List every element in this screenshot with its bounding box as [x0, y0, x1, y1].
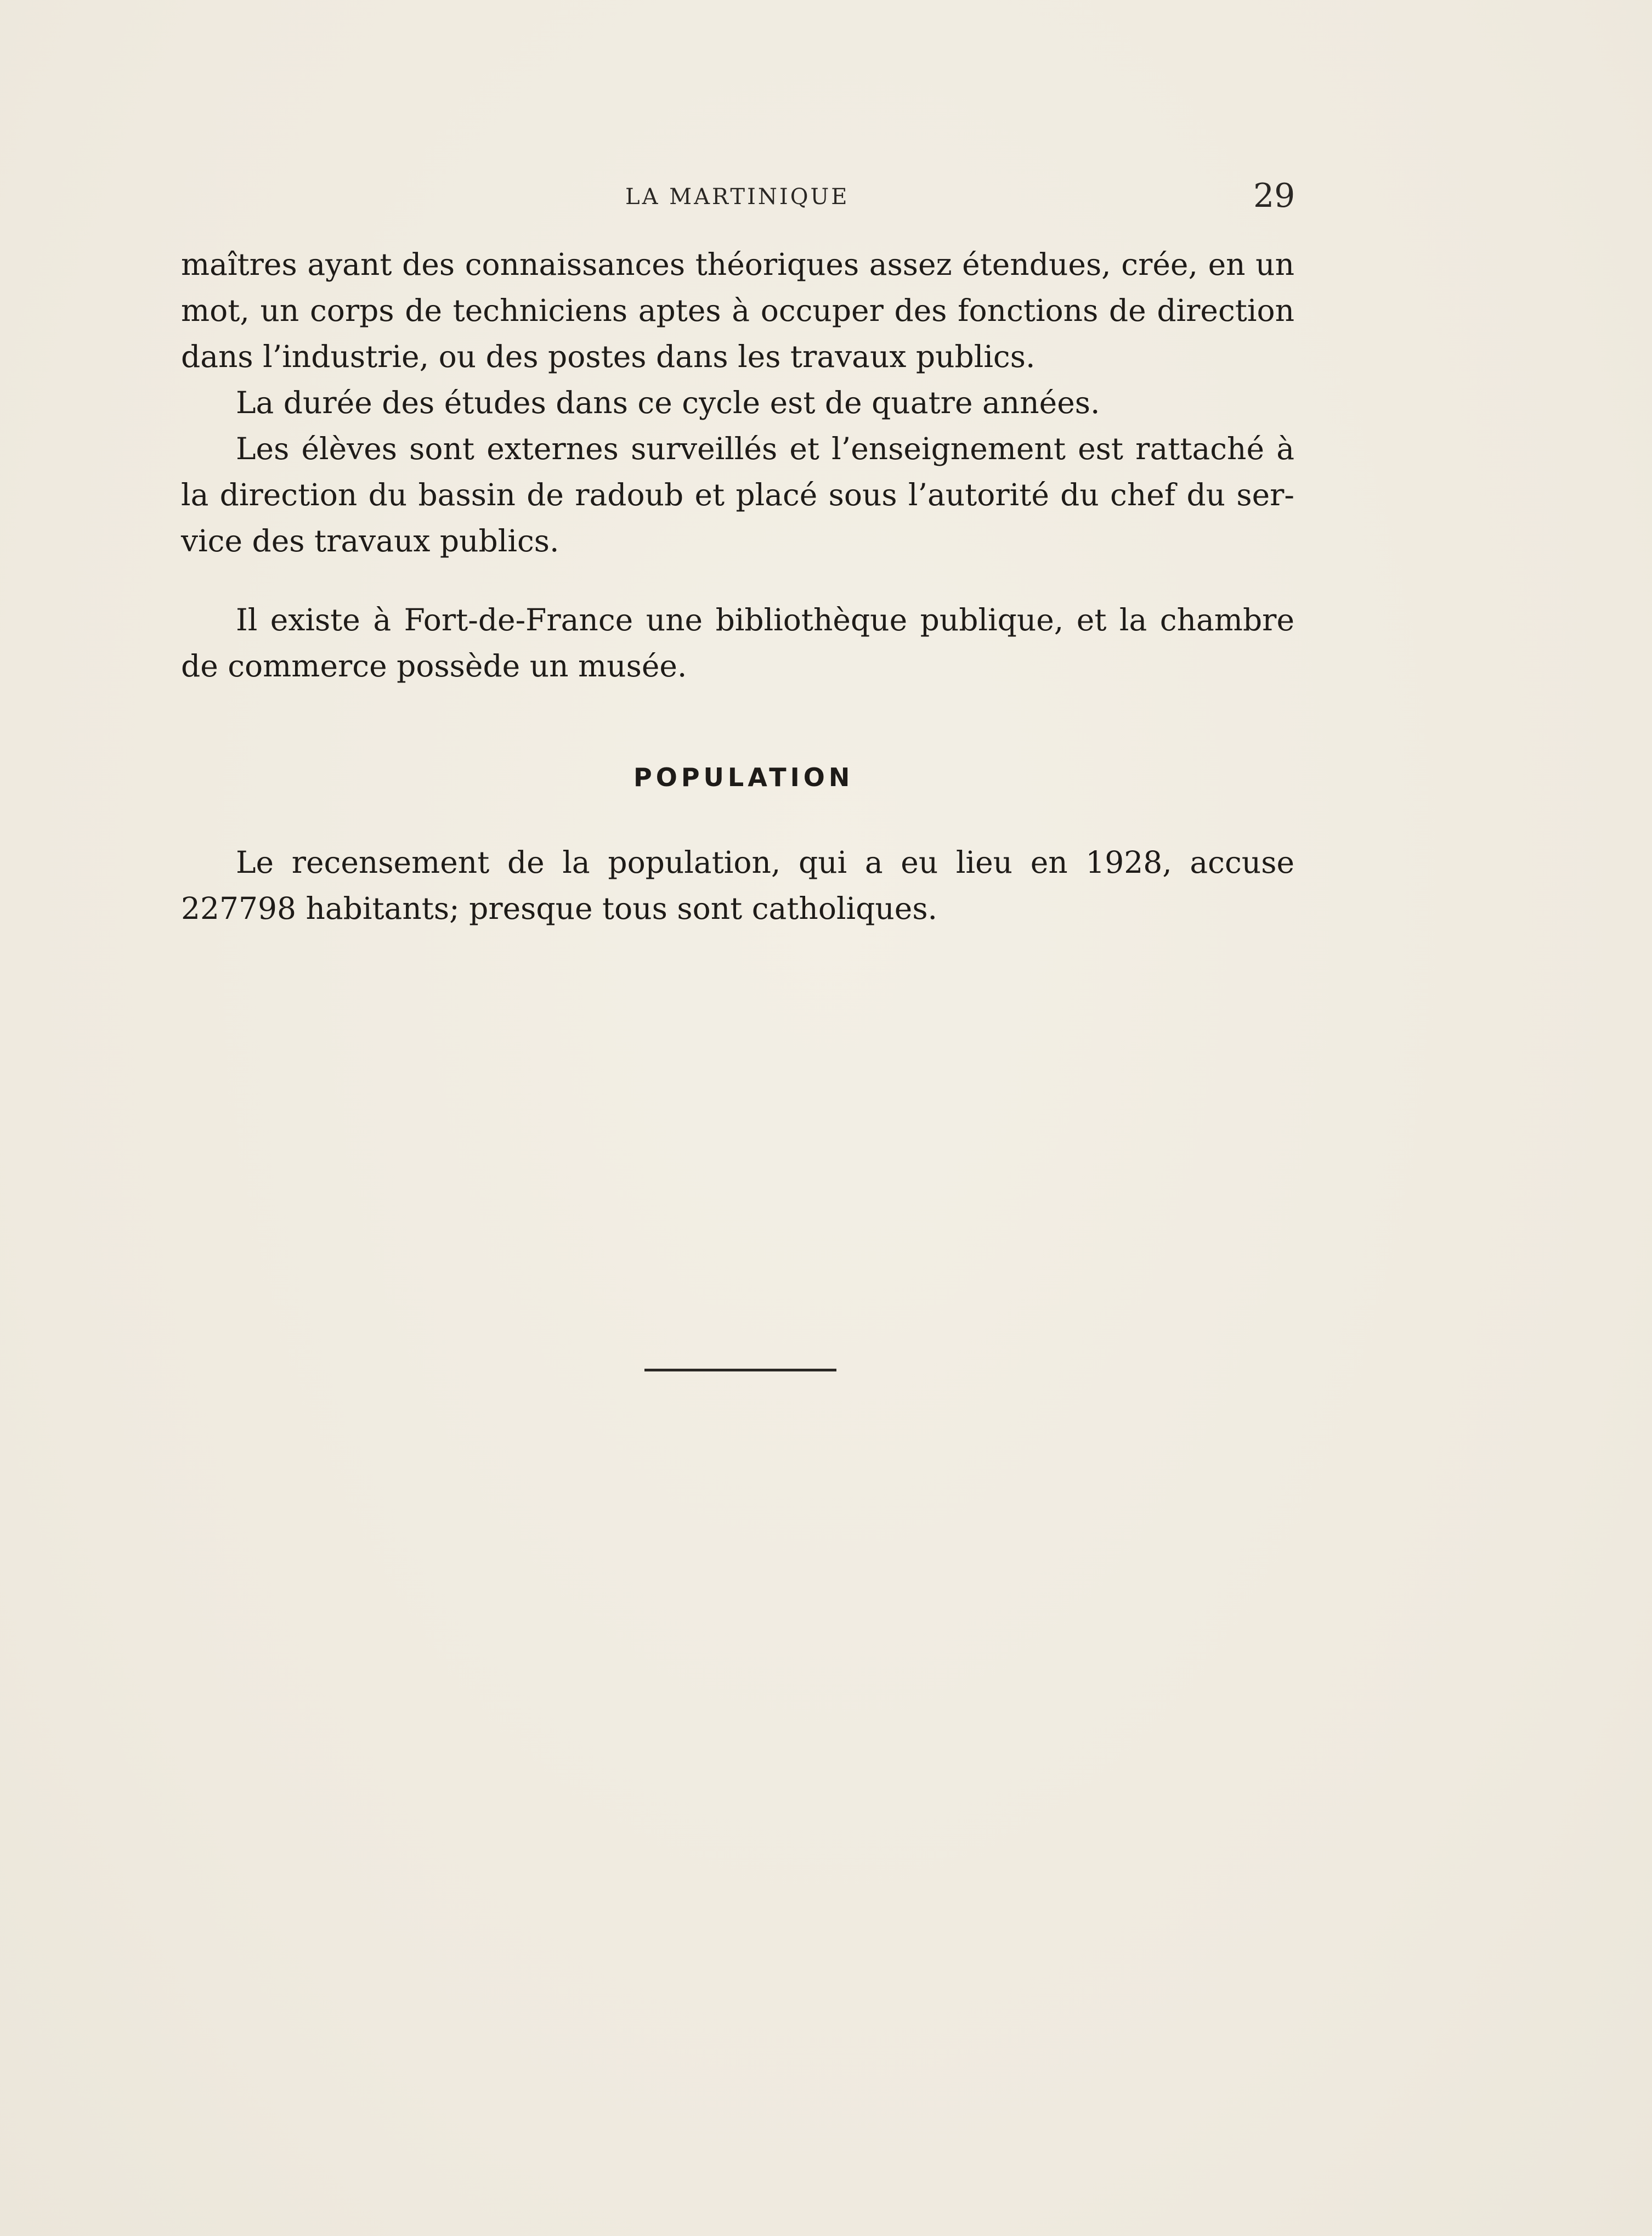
end-rule: [644, 1369, 836, 1371]
paragraph-line: vice des travaux publics.: [181, 523, 559, 558]
paragraph-line: Il existe à Fort-de-France une bibliothèque publique, et la chambre: [236, 602, 1294, 637]
paragraph-line: la direction du bassin de radoub et placé sous l’autorité du chef du ser-: [181, 477, 1294, 512]
paragraph-line: dans l’industrie, ou des postes dans les travaux publics.: [181, 339, 1036, 374]
population-text: [181, 839, 1294, 931]
paragraph-line: Les élèves sont externes surveillés et l’enseignement est rattaché à: [236, 431, 1294, 466]
paragraph-line: 227798 habitants; presque tous sont catholiques.: [181, 891, 938, 926]
running-title: LA MARTINIQUE: [625, 184, 850, 210]
paragraph-line: La durée des études dans ce cycle est de quatre années.: [236, 385, 1100, 420]
section-title: POPULATION: [633, 763, 854, 792]
body-text: [181, 241, 1294, 689]
paragraph-line: maîtres ayant des connaissances théoriques assez étendues, crée, en un: [181, 247, 1294, 282]
running-head: [0, 177, 1652, 215]
paragraph-gap: [181, 564, 1294, 597]
paragraph-line: mot, un corps de techniciens aptes à occuper des fonctions de direction: [181, 293, 1294, 328]
page-number: 29: [1253, 177, 1295, 215]
paragraph-line: de commerce possède un musée.: [181, 648, 687, 684]
paragraph-line: Le recensement de la population, qui a eu lieu en 1928, accuse: [236, 845, 1294, 880]
